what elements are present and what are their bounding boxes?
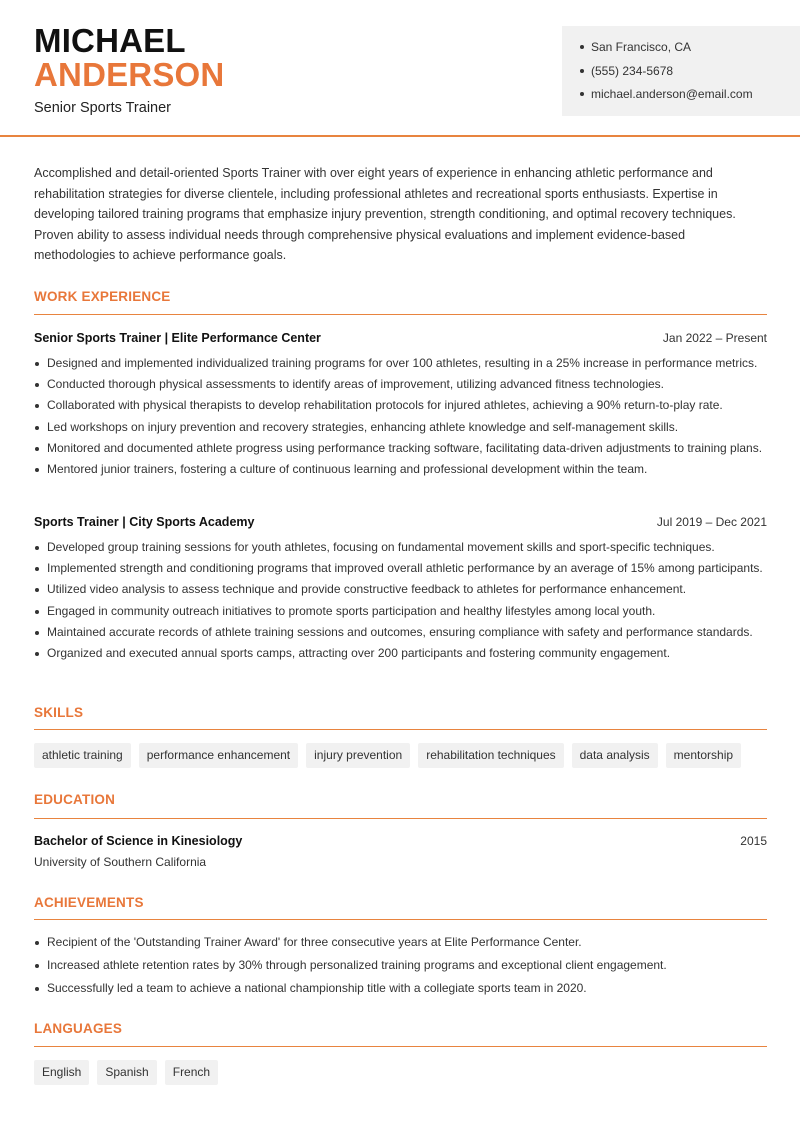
skills-list — [34, 743, 741, 768]
bullet-icon — [580, 45, 584, 49]
language-tag: French — [165, 1060, 218, 1085]
contact-box — [562, 26, 800, 116]
job-header — [34, 515, 767, 529]
languages-list — [34, 1060, 218, 1085]
list-item: Collaborated with physical therapists to develop rehabilitation protocols for injured athletes, achieving a 90% return-to-play rate. — [34, 397, 769, 414]
job-dates: Jul 2019 – Dec 2021 — [656, 515, 767, 529]
section-title-skills: SKILLS — [34, 705, 84, 720]
section-divider — [34, 919, 767, 920]
skill-tag: mentorship — [666, 743, 741, 768]
job-dates: Jan 2022 – Present — [662, 331, 767, 345]
list-item: Monitored and documented athlete progress using performance tracking software, facilitating data-driven adjustments to training plans. — [34, 440, 769, 457]
section-title-work-experience: WORK EXPERIENCE — [34, 289, 171, 304]
job-bullets — [34, 355, 769, 482]
skill-tag: performance enhancement — [139, 743, 298, 768]
candidate-name — [34, 24, 224, 92]
resume-header — [0, 0, 800, 137]
professional-summary: Accomplished and detail-oriented Sports Trainer with over eight years of experience in enhancing athletic performance and rehabilitation strategies for diverse clientele, including professional athletes and recreational sports enthusiasts. Expertise in developing tailored training programs that emphasize injury prevention, strength conditioning, and optimal recovery techniques. Proven ability to assess individual needs through comprehensive physical evaluations and implement evidence-based methodologies to achieve performance goals. — [34, 166, 736, 262]
contact-phone: (555) 234-5678 — [580, 63, 800, 87]
achievements-list — [34, 934, 769, 1001]
section-divider — [34, 729, 767, 730]
job-title: Senior Sports Trainer — [34, 100, 172, 116]
list-item: Developed group training sessions for youth athletes, focusing on fundamental movement skills and sport-specific techniques. — [34, 539, 769, 556]
skill-tag: athletic training — [34, 743, 131, 768]
list-item: Designed and implemented individualized training programs for over 100 athletes, resulting in a 25% increase in performance metrics. — [34, 355, 769, 372]
first-name: MICHAEL — [34, 22, 186, 59]
contact-email[interactable]: michael.anderson@email.com — [580, 86, 800, 110]
list-item: Led workshops on injury prevention and recovery strategies, enhancing athlete knowledge and self-management skills. — [34, 419, 769, 436]
skill-tag: rehabilitation techniques — [418, 743, 563, 768]
contact-location: San Francisco, CA — [580, 39, 800, 63]
skill-tag: injury prevention — [306, 743, 410, 768]
bullet-icon — [580, 92, 584, 96]
degree: Bachelor of Science in Kinesiology — [34, 834, 243, 848]
list-item: Recipient of the 'Outstanding Trainer Award' for three consecutive years at Elite Performance Center. — [34, 934, 769, 951]
graduation-year: 2015 — [740, 834, 767, 848]
section-divider — [34, 818, 767, 819]
list-item: Increased athlete retention rates by 30% through personalized training programs and exceptional client engagement. — [34, 957, 769, 974]
job-title-company: Senior Sports Trainer | Elite Performance Center — [34, 331, 321, 345]
list-item: Conducted thorough physical assessments to identify areas of improvement, utilizing advanced fitness technologies. — [34, 376, 769, 393]
language-tag: Spanish — [97, 1060, 156, 1085]
section-title-achievements: ACHIEVEMENTS — [34, 895, 144, 910]
last-name: ANDERSON — [34, 56, 225, 93]
list-item: Successfully led a team to achieve a national championship title with a collegiate sports team in 2020. — [34, 980, 769, 997]
language-tag: English — [34, 1060, 89, 1085]
list-item: Utilized video analysis to assess technique and provide constructive feedback to athletes for performance enhancement. — [34, 581, 769, 598]
bullet-icon — [580, 69, 584, 73]
school-name: University of Southern California — [34, 855, 207, 869]
section-title-languages: LANGUAGES — [34, 1021, 123, 1036]
list-item: Engaged in community outreach initiatives to promote sports participation and healthy lifestyles among local youth. — [34, 603, 769, 620]
section-divider — [34, 314, 767, 315]
section-title-education: EDUCATION — [34, 792, 116, 807]
list-item: Organized and executed annual sports camps, attracting over 200 participants and fostering community engagement. — [34, 645, 769, 662]
job-bullets — [34, 539, 769, 666]
education-header — [34, 834, 767, 848]
skill-tag: data analysis — [572, 743, 658, 768]
job-header — [34, 331, 767, 345]
list-item: Mentored junior trainers, fostering a culture of continuous learning and professional development within the team. — [34, 461, 769, 478]
job-title-company: Sports Trainer | City Sports Academy — [34, 515, 255, 529]
list-item: Maintained accurate records of athlete training sessions and outcomes, ensuring compliance with safety and performance standards. — [34, 624, 769, 641]
section-divider — [34, 1046, 767, 1047]
list-item: Implemented strength and conditioning programs that improved overall athletic performance by an average of 15% among participants. — [34, 560, 769, 577]
